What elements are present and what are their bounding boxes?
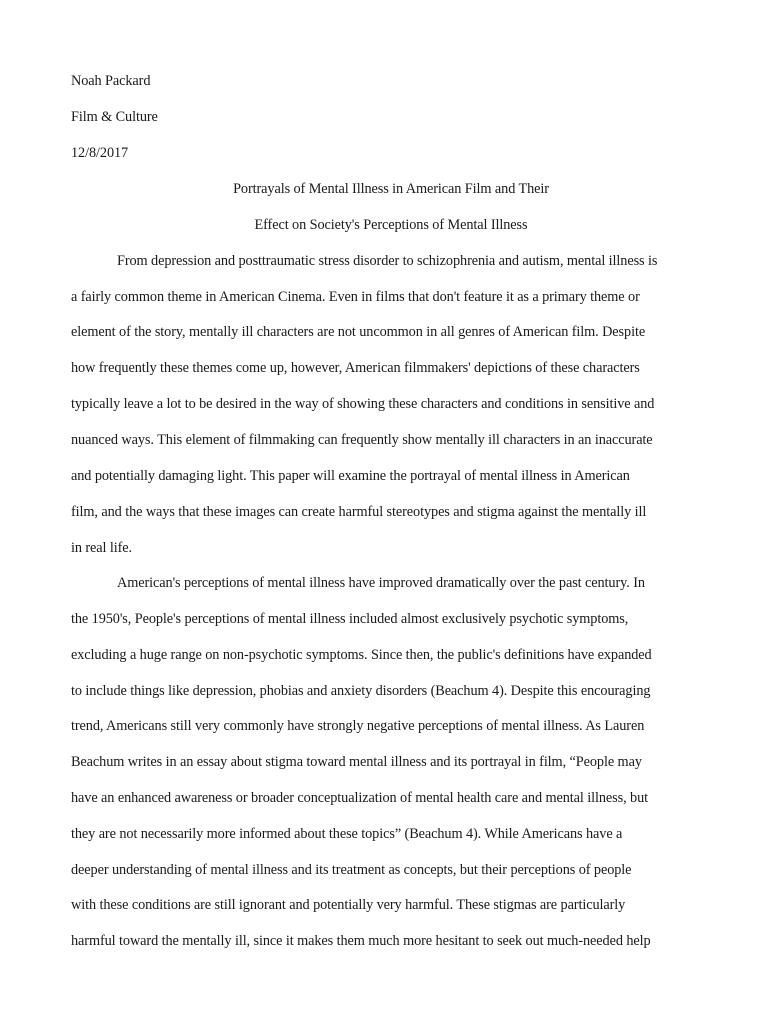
paragraph-1-line: how frequently these themes come up, however, American filmmakers' depictions of these characters (71, 360, 640, 376)
date: 12/8/2017 (71, 145, 129, 161)
title-line-1: Portrayals of Mental Illness in American Film and Their (233, 181, 549, 197)
document-page (71, 0, 711, 1024)
paragraph-2-line: have an enhanced awareness or broader conceptualization of mental health care and mental illness, but (71, 790, 649, 806)
paragraph-2-line: the 1950's, People's perceptions of mental illness included almost exclusively psychotic symptoms, (71, 611, 629, 627)
paragraph-1-line: typically leave a lot to be desired in the way of showing these characters and conditions in sensitive and (71, 396, 655, 412)
paragraph-2-line: to include things like depression, phobias and anxiety disorders (Beachum 4). Despite this encouraging (71, 683, 651, 699)
paragraph-2-line: trend, Americans still very commonly have strongly negative perceptions of mental illness. As Lauren (71, 718, 645, 734)
paragraph-2-line: deeper understanding of mental illness and its treatment as concepts, but their perceptions of people (71, 862, 632, 878)
author-name: Noah Packard (71, 73, 151, 89)
paragraph-1-line: element of the story, mentally ill characters are not uncommon in all genres of American film. Despite (71, 324, 646, 340)
paragraph-2-line: American's perceptions of mental illness have improved dramatically over the past century. In (117, 575, 645, 591)
paragraph-1-line: nuanced ways. This element of filmmaking can frequently show mentally ill characters in an inaccurate (71, 432, 653, 448)
title-line-2: Effect on Society's Perceptions of Mental Illness (254, 217, 528, 233)
course-name: Film & Culture (71, 109, 158, 125)
paragraph-1-line: film, and the ways that these images can create harmful stereotypes and stigma against the mentally ill (71, 504, 647, 520)
paragraph-1-line: From depression and posttraumatic stress disorder to schizophrenia and autism, mental illness is (117, 253, 658, 269)
paragraph-1-line: in real life. (71, 540, 133, 556)
paragraph-2-line: with these conditions are still ignorant and potentially very harmful. These stigmas are particularly (71, 897, 626, 913)
paragraph-2-line: harmful toward the mentally ill, since it makes them much more hesitant to seek out much-needed help (71, 933, 651, 949)
paragraph-1-line: a fairly common theme in American Cinema. Even in films that don't feature it as a primary theme or (71, 289, 640, 305)
paragraph-2-line: excluding a huge range on non-psychotic symptoms. Since then, the public's definitions have expanded (71, 647, 652, 663)
paragraph-2-line: they are not necessarily more informed about these topics” (Beachum 4). While Americans have a (71, 826, 623, 842)
paragraph-2-line: Beachum writes in an essay about stigma toward mental illness and its portrayal in film, “People may (71, 754, 642, 770)
paragraph-1-line: and potentially damaging light. This paper will examine the portrayal of mental illness in American (71, 468, 630, 484)
